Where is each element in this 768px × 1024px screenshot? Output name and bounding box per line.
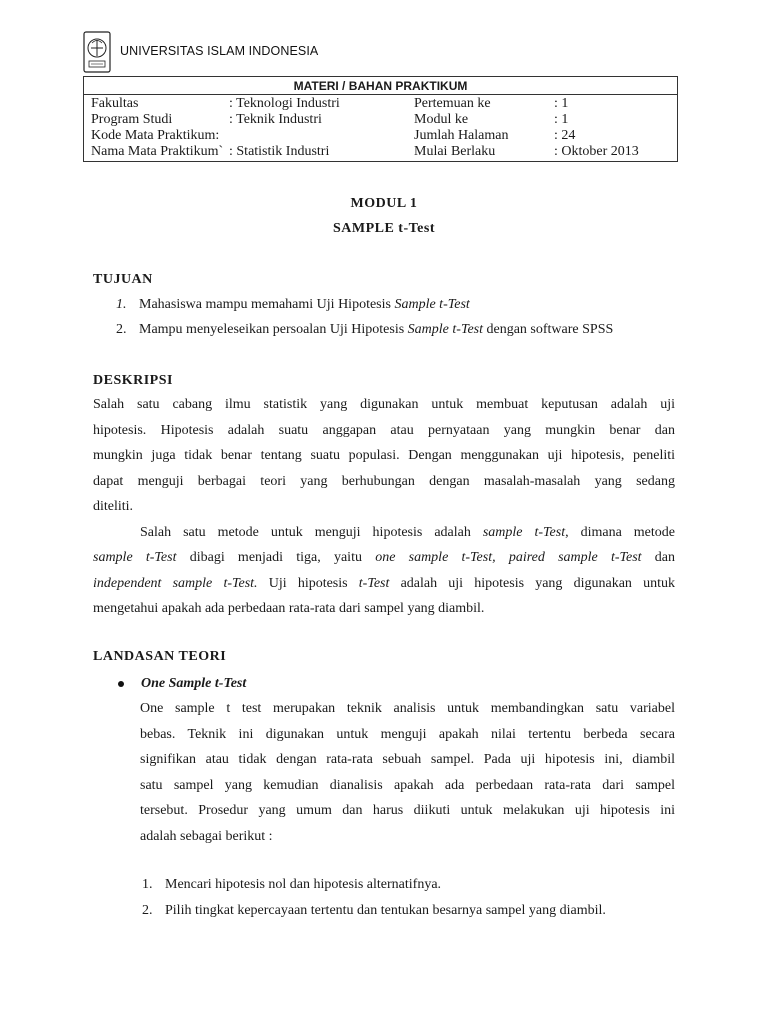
paragraph-line: satu sampel yang kemudian dianalisis apakah ada perbedaan rata-rata dari sampel	[140, 777, 675, 793]
bullet-dot-icon	[118, 681, 124, 687]
bullet-heading: One Sample t-Test	[141, 676, 247, 691]
info-value: : 24	[554, 128, 576, 143]
section-heading-tujuan: TUJUAN	[93, 272, 153, 287]
info-box-title: MATERI / BAHAN PRAKTIKUM	[293, 79, 468, 93]
info-row-program-studi	[91, 112, 671, 128]
info-label: Fakultas	[91, 96, 139, 111]
paragraph-line: hipotesis. Hipotesis adalah suatu anggapan atau pernyataan yang mungkin benar dan	[93, 422, 675, 438]
list-text: Mampu menyeleseikan persoalan Uji Hipotesis Sample t-Test dengan software SPSS	[139, 322, 614, 337]
section-heading-deskripsi: DESKRIPSI	[93, 373, 173, 388]
modul-subtitle: SAMPLE t-Test	[332, 221, 436, 236]
paragraph-line: bebas. Teknik ini digunakan untuk menguji apakah nilai tertentu berbeda secara	[140, 726, 675, 742]
info-label: Modul ke	[414, 112, 469, 127]
paragraph-line: mengetahui apakah ada perbedaan rata-rata dari sampel yang diambil.	[93, 601, 485, 616]
document-header	[82, 30, 682, 74]
list-number: 2.	[142, 903, 153, 918]
info-label: Jumlah Halaman	[414, 128, 509, 143]
list-text: Mencari hipotesis nol dan hipotesis alternatifnya.	[165, 877, 442, 892]
course-info-box	[83, 76, 678, 162]
paragraph-line: One sample t test merupakan teknik analisis untuk membandingkan satu variabel	[140, 701, 675, 716]
paragraph-one-sample	[140, 696, 675, 849]
list-number: 1.	[116, 297, 127, 312]
paragraph-line: Salah satu metode untuk menguji hipotesis adalah sample t-Test, dimana metode	[140, 524, 675, 540]
info-label: Mulai Berlaku	[414, 144, 496, 159]
paragraph-line: diteliti.	[93, 499, 134, 514]
info-value: : Statistik Industri	[229, 144, 330, 159]
paragraph-line: signifikan atau tidak dengan rata-rata sebuah sampel. Pada uji hipotesis ini, diambil	[140, 752, 675, 767]
info-row-fakultas	[91, 96, 671, 112]
section-heading-landasan-teori: LANDASAN TEORI	[93, 649, 227, 664]
info-label: Program Studi	[91, 112, 173, 127]
info-label: Pertemuan ke	[414, 96, 491, 111]
info-value: : Oktober 2013	[554, 144, 639, 159]
paragraph-line: independent sample t-Test. Uji hipotesis t-Test adalah uji hipotesis yang digunakan untuk	[93, 575, 676, 591]
info-label: Kode Mata Praktikum:	[91, 128, 220, 143]
paragraph-line: adalah sebagai berikut :	[140, 828, 273, 844]
paragraph-line: dapat menguji berbagai teori yang berhubungan dengan masalah-masalah yang sedang	[93, 473, 675, 489]
info-label: Nama Mata Praktikum`	[91, 144, 224, 159]
info-value: : 1	[554, 96, 569, 111]
list-text: Mahasiswa mampu memahami Uji Hipotesis Sample t-Test	[139, 297, 470, 312]
info-row-kode	[91, 128, 671, 144]
list-number: 1.	[142, 877, 153, 892]
info-value: : Teknologi Industri	[229, 96, 340, 111]
paragraph-line: Salah satu cabang ilmu statistik yang digunakan untuk membuat keputusan adalah uji	[93, 397, 675, 412]
university-name: UNIVERSITAS ISLAM INDONESIA	[120, 44, 319, 58]
info-box-divider	[84, 94, 677, 95]
paragraph-line: mungkin juga tidak benar tentang suatu populasi. Dengan menggunakan uji hipotesis, peneliti	[93, 448, 675, 463]
info-row-nama	[91, 144, 671, 160]
modul-title: MODUL 1	[350, 196, 418, 211]
paragraph-line: sample t-Test dibagi menjadi tiga, yaitu one sample t-Test, paired sample t-Test dan	[93, 550, 676, 565]
list-text: Pilih tingkat kepercayaan tertentu dan tentukan besarnya sampel yang diambil.	[165, 903, 606, 918]
info-value: : 1	[554, 112, 569, 127]
university-logo	[82, 30, 112, 74]
paragraph-line: tersebut. Prosedur yang umum dan harus diikuti untuk melakukan uji hipotesis ini	[140, 803, 675, 818]
info-value: : Teknik Industri	[229, 112, 322, 127]
list-number: 2.	[116, 322, 127, 337]
paragraph-deskripsi	[93, 392, 675, 622]
